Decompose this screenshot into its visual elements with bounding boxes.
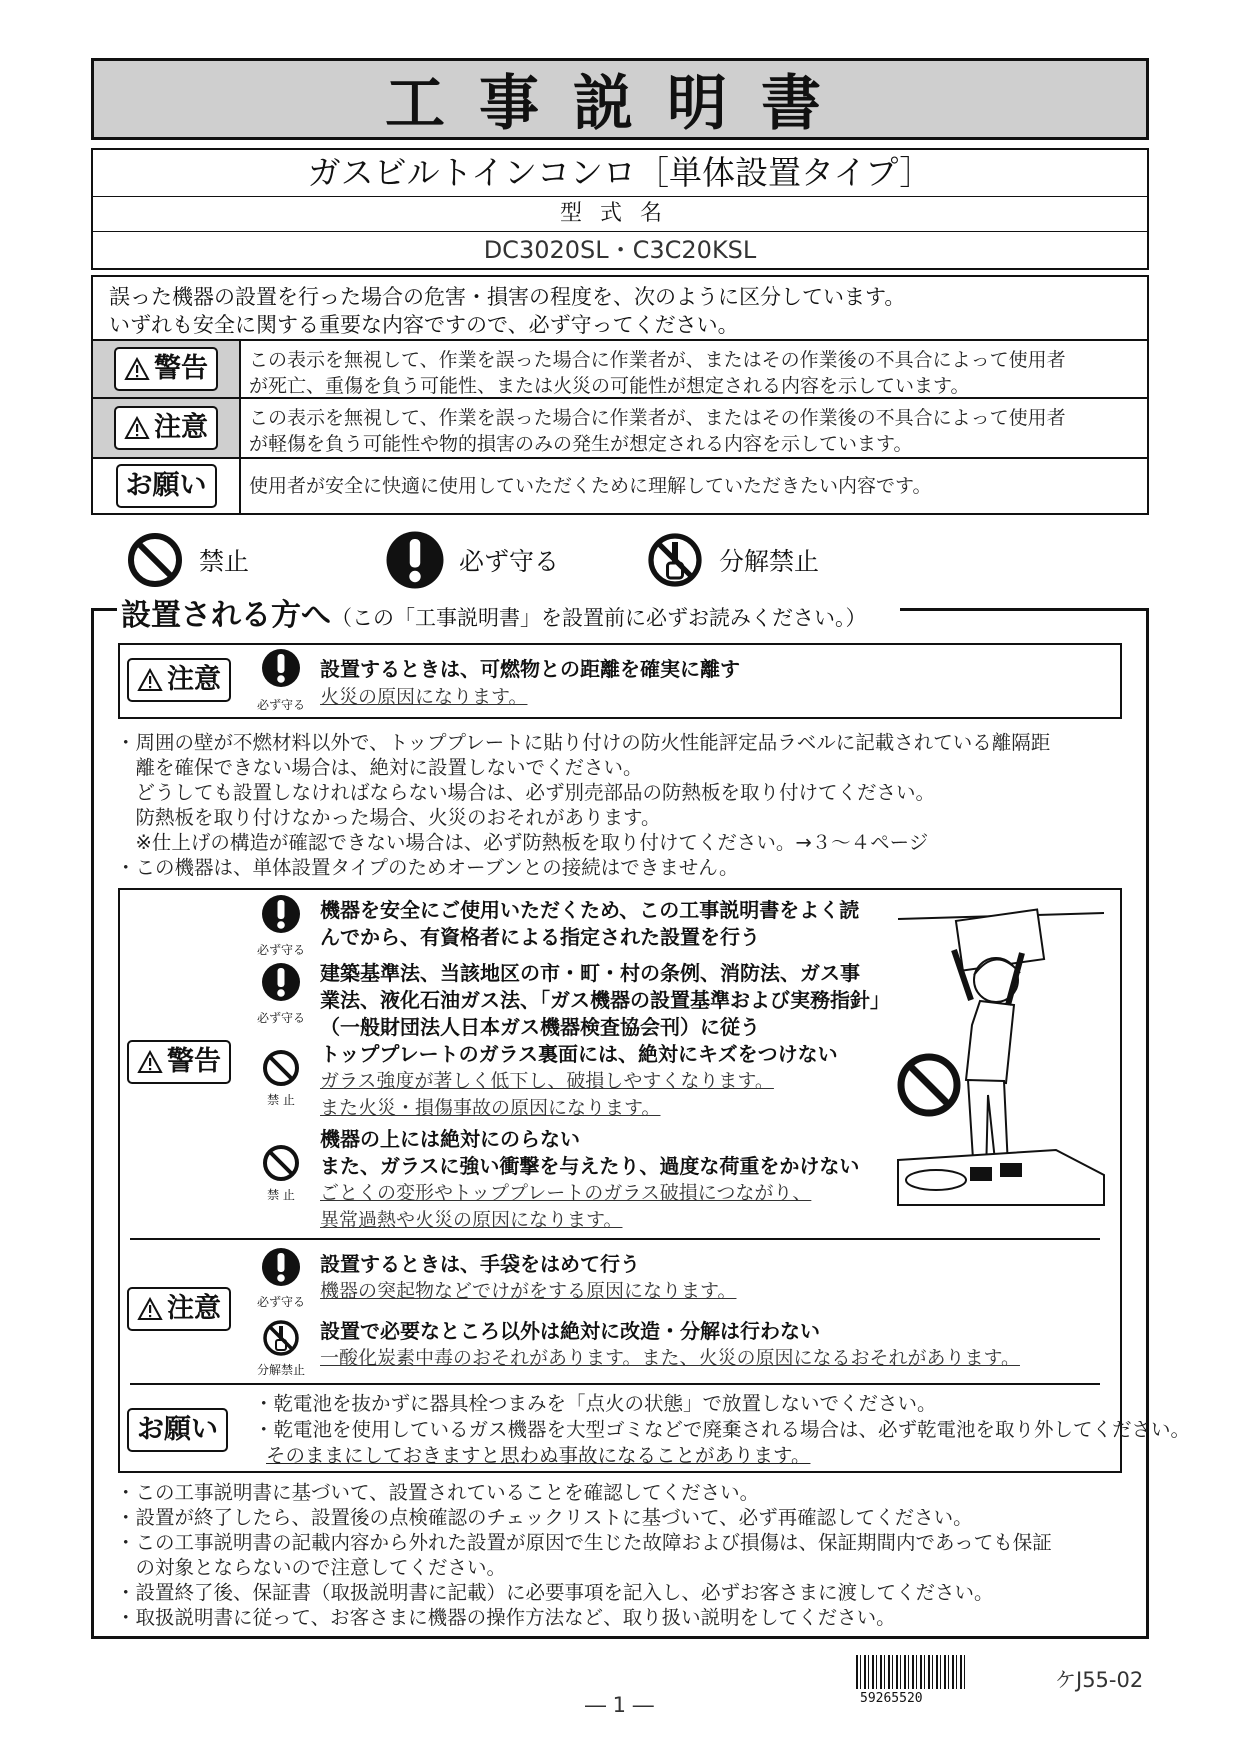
mandatory-icon — [261, 894, 301, 934]
mandatory-icon — [261, 962, 301, 1002]
warning-triangle-icon — [124, 416, 150, 440]
prohibit-icon — [261, 1048, 301, 1088]
request-battery-note-1: ・乾電池を抜かずに器具栓つまみを「点火の状態」で放置しないでください。 — [254, 1392, 937, 1415]
legend-row-warning — [93, 339, 1147, 397]
no-disassembly-icon — [261, 1318, 301, 1358]
document-code: ケJ55-02 — [1055, 1668, 1144, 1692]
warning-badge: 警告 — [127, 1040, 231, 1084]
mandatory-icon-label: 必ず守る — [256, 698, 305, 712]
caution-distance-heading: 設置するときは、可燃物との距離を確実に離す — [320, 657, 740, 681]
mandatory-icon — [261, 648, 301, 688]
barcode — [856, 1655, 966, 1689]
model-number: DC3020SL・C3C20KSL — [93, 231, 1147, 268]
request-battery-note-2: ・乾電池を使用しているガス機器を大型ゴミなどで廃棄される場合は、必ず乾電池を取り外してください。 — [254, 1418, 1191, 1441]
product-name: ガスビルトインコンロ［単体設置タイプ］ — [307, 153, 933, 192]
model-label: 型式名 — [93, 196, 1147, 231]
warning-triangle-icon — [124, 357, 150, 381]
warning-triangle-icon — [137, 1297, 163, 1321]
legend-intro — [109, 283, 905, 339]
mandatory-icon — [261, 1247, 301, 1287]
request-badge: お願い — [116, 464, 217, 508]
warning-badge: 警告 — [114, 347, 218, 391]
document-title: 工事説明書 — [385, 69, 855, 139]
final-notes: ・この工事説明書に基づいて、設置されていることを確認してください。 ・設置が終了したら、設置後の点検確認のチェックリストに基づいて、必ず再確認してください。 ・この工事説明書の記載内容から外れた設置が原因で生じた故障および損傷は、保証期間内であっても保証 の対象とならないので注意してください。 ・設置終了後、保証書（取扱説明書に記載）に必要事項を記入し、必ずお客さまに渡してください。 ・取扱説明書に従って、お客さまに機器の操作方法など、取り扱い説明をしてください。 — [116, 1481, 1052, 1629]
caution-distance-reason: 火災の原因になります。 — [320, 686, 528, 708]
warning-read-manual: 機器を安全にご使用いただくため、この工事説明書をよく読 — [320, 898, 860, 922]
mandatory-icon — [385, 530, 445, 590]
prohibit-icon — [894, 1050, 964, 1120]
hazard-legend — [91, 275, 1149, 515]
caution-badge: 注意 — [114, 406, 218, 450]
symbol-prohibit — [125, 530, 249, 590]
symbol-mandatory-label: 必ず守る — [459, 547, 560, 576]
section-subtitle: （この「工事説明書」を設置前に必ずお読みください。） — [331, 606, 867, 630]
document-title-box — [91, 58, 1149, 140]
request-badge: お願い — [127, 1408, 228, 1452]
legend-intro-line2: いずれも安全に関する重要な内容ですので、必ず守ってください。 — [109, 313, 739, 337]
page-number: ― 1 ― — [585, 1693, 654, 1717]
caution-badge: 注意 — [127, 1287, 231, 1331]
section-title: 設置される方へ（この「工事説明書」を設置前に必ずお読みください。） — [121, 598, 867, 633]
legend-intro-line1: 誤った機器の設置を行った場合の危害・損害の程度を、次のように区分しています。 — [109, 285, 906, 309]
caution-description: この表示を無視して、作業を誤った場合に作業者が、またはその作業後の不具合によって使用者 が軽傷を負う可能性や物的損害のみの発生が想定される内容を示しています。 — [249, 407, 1066, 455]
warning-triangle-icon — [137, 1050, 163, 1074]
request-description: 使用者が安全に快適に使用していただくために理解していただきたい内容です。 — [249, 475, 932, 497]
legend-row-caution — [93, 397, 1147, 457]
barcode-number: 59265520 — [860, 1691, 923, 1706]
symbol-mandatory — [385, 530, 559, 590]
warning-no-scratch: トッププレートのガラス裏面には、絶対にキズをつけない — [320, 1042, 838, 1066]
wall-clearance-notes: ・周囲の壁が不燃材料以外で、トッププレートに貼り付けの防火性能評定品ラベルに記載されている離隔距 離を確保できない場合は、絶対に設置しないでください。 どうしても設置しなければならない場合は、必ず別売部品の防熱板を取り付けてください。 防熱板を取り付けなかった場合、火災のおそれがあります。 ※仕上げの構造が確認できない場合は、必ず防熱板を取り付けてください。→３～４ページ ・この機器は、単体設置タイプのためオーブンとの接続はできません。 — [116, 731, 1051, 879]
no-disassembly-icon — [645, 530, 705, 590]
warning-no-standing: 機器の上には絶対にのらない — [320, 1127, 580, 1151]
warning-follow-laws: 建築基準法、当該地区の市・町・村の条例、消防法、ガス事 — [320, 961, 860, 985]
caution-no-modification: 設置で必要なところ以外は絶対に改造・分解は行わない — [320, 1319, 820, 1343]
symbol-no-disassembly-label: 分解禁止 — [719, 547, 820, 576]
caution-badge: 注意 — [127, 658, 231, 702]
symbol-prohibit-label: 禁止 — [199, 547, 250, 576]
warning-triangle-icon — [137, 668, 163, 692]
caution-wear-gloves: 設置するときは、手袋をはめて行う — [320, 1252, 640, 1276]
prohibit-icon — [125, 530, 185, 590]
symbol-no-disassembly — [645, 530, 819, 590]
warning-description: この表示を無視して、作業を誤った場合に作業者が、またはその作業後の不具合によって使用者 が死亡、重傷を負う可能性、または火災の可能性が想定される内容を示しています。 — [249, 349, 1066, 397]
legend-row-request — [93, 457, 1147, 513]
prohibit-icon — [261, 1143, 301, 1183]
product-header — [91, 148, 1149, 270]
request-battery-note-3: そのままにしておきますと思わぬ事故になることがあります。 — [266, 1444, 811, 1467]
